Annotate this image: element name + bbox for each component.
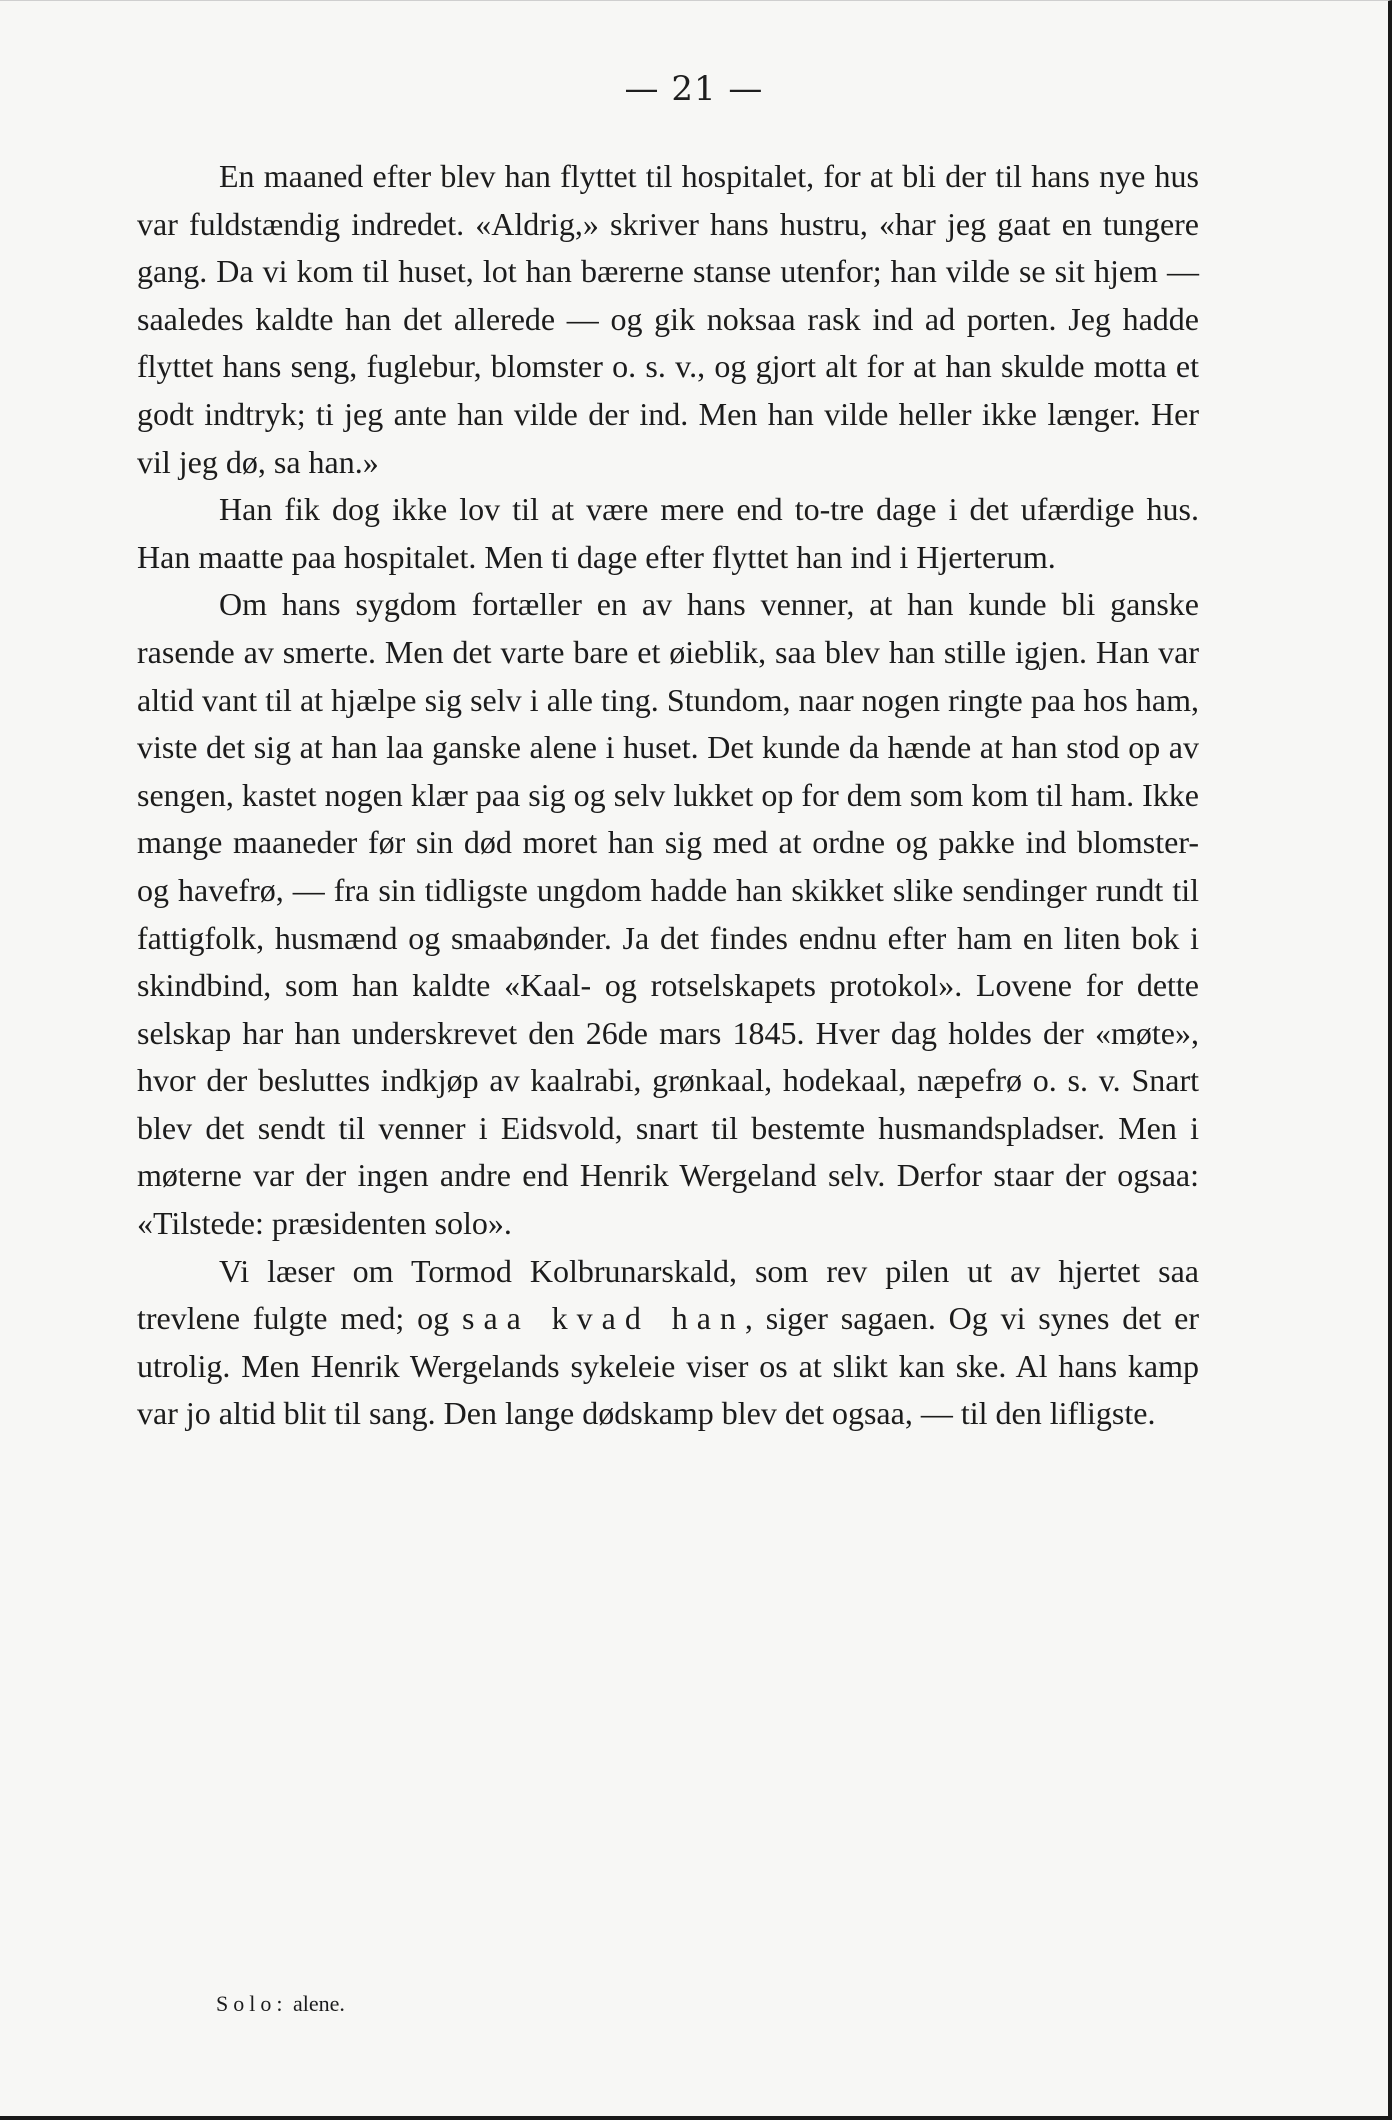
footnote-definition: alene. bbox=[287, 1991, 345, 2016]
footnote-term: Solo: bbox=[216, 1991, 288, 2016]
page-number: — 21 — bbox=[624, 69, 764, 109]
paragraph-3: Om hans sygdom fortæller en av hans venner, at han kunde bli ganske rasende av smerte. Men det varte bare et øieblik, saa blev han stille igjen. Han var altid vant til at hjælpe sig selv i alle ting. Stundom, naar nogen ringte paa hos ham, viste det sig at han laa ganske alene i huset. Det kunde da hænde at han stod op av sengen, kastet nogen klær paa sig og selv lukket op for dem som kom til ham. Ikke mange maaneder før sin død moret han sig med at ordne og pakke ind blomster- og havefrø, — fra sin tidligste ungdom hadde han skikket slike sendinger rundt til fattigfolk, husmænd og smaabønder. Ja det findes endnu efter ham en liten bok i skindbind, som han kaldte «Kaal- og rotselskapets protokol». Lovene for dette selskap har han underskrevet den 26de mars 1845. Hver dag holdes der «møte», hvor der besluttes indkjøp av kaalrabi, grønkaal, hodekaal, næpefrø o. s. v. Snart blev det sendt til venner i Eidsvold, snart til bestemte husmandspladser. Men i møterne var der ingen andre end Henrik Wergeland selv. Derfor staar der ogsaa: «Tilstede: præsidenten solo». bbox=[137, 586, 1199, 1242]
paragraph-4-start: Vi læser om Tormod Kolbrunarskald, som rev pilen ut av hjertet saa trevlene fulgte med; og bbox=[137, 1252, 1199, 1337]
page-body bbox=[137, 153, 1199, 1438]
paragraph-4-emphasis: saa kvad han bbox=[461, 1300, 745, 1337]
paragraph-4-end: , siger sagaen. Og vi synes det er utrolig. Men Henrik Wergelands sykeleie viser os at slikt kan ske. Al hans kamp var jo altid blit til sang. Den lange dødskamp blev det ogsaa, — til den lifligste. bbox=[137, 1300, 1200, 1432]
paragraph-4 bbox=[137, 1248, 1199, 1438]
paragraph-1: En maaned efter blev han flyttet til hospitalet, for at bli der til hans nye hus var fuldstændig indredet. «Aldrig,» skriver hans hustru, «har jeg gaat en tungere gang. Da vi kom til huset, lot han bærerne stanse utenfor; han vilde se sit hjem — saaledes kaldte han det allerede — og gik noksaa rask ind ad porten. Jeg hadde flyttet hans seng, fuglebur, blomster o. s. v., og gjort alt for at han skulde motta et godt indtryk; ti jeg ante han vilde der ind. Men han vilde heller ikke længer. Her vil jeg dø, sa han.» bbox=[137, 158, 1199, 480]
footnote bbox=[216, 1991, 345, 2017]
paragraph-2: Han fik dog ikke lov til at være mere end to-tre dage i det ufærdige hus. Han maatte paa hospitalet. Men ti dage efter flyttet han ind i Hjerterum. bbox=[137, 491, 1199, 575]
